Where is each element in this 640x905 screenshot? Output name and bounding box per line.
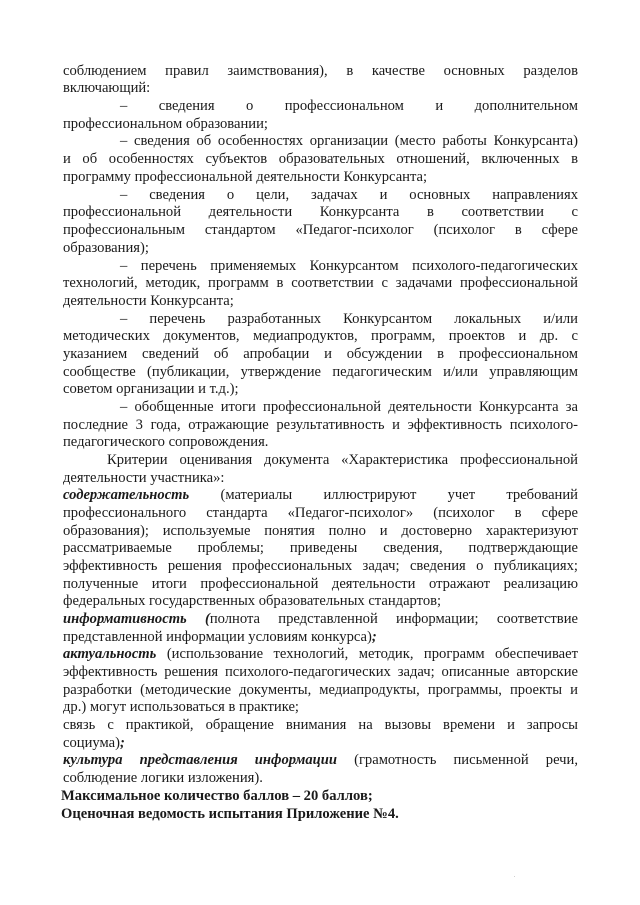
semicolon: ; [371, 629, 377, 645]
text-line: и об особенностях субъектов образовательных отношений, включенных в [63, 151, 578, 167]
text-line: советом организации и т.д.); [63, 381, 239, 397]
text-line: образования); используемые понятия полно и достоверно характеризуют [63, 523, 578, 539]
criterion-presentation [63, 752, 578, 769]
criterion-text: (использование технологий, методик, программ обеспечивает [166, 646, 578, 662]
text-line: связь с практикой, обращение внимания на вызовы времени и запросы [63, 717, 578, 733]
text-line: деятельности участника»: [63, 470, 225, 486]
text-run: представленной информации условиям конкурса) [63, 629, 372, 645]
text-line: эффективность решения профессиональных задач; сведения о публикациях; [63, 558, 578, 574]
text-line: рассматриваемые проблемы; приведены сведения, подтверждающие [63, 540, 578, 556]
list-item: – сведения о профессиональном и дополнительном [120, 98, 578, 114]
list-item: – перечень разработанных Конкурсантом локальных и/или [120, 311, 578, 327]
text-line: технологий, методик, программ в соответствии с задачами профессиональной [63, 275, 578, 291]
semicolon: ; [119, 735, 125, 751]
criterion-term: содержательность [63, 487, 190, 503]
text-line: методических документов, медиапродуктов, программ, проектов и др. с [63, 328, 578, 344]
criterion-paren: ( [204, 611, 210, 627]
list-item: – обобщенные итоги профессиональной деятельности Конкурсанта за [120, 399, 578, 415]
text-line: соблюдением правил заимствования), в качестве основных разделов [63, 63, 578, 79]
criterion-text: (материалы иллюстрируют учет требований [220, 487, 578, 503]
text-line: разработки (методические документы, медиапродукты, программы, проекты и [63, 682, 578, 698]
text-line: профессиональным стандартом «Педагог-психолог (психолог в сфере [63, 222, 578, 238]
criterion-term: культура представления информации [63, 752, 337, 768]
text-line: образования); [63, 240, 149, 256]
text-line: соблюдение логики изложения). [63, 770, 263, 786]
text-line: эффективность решения психолого-педагогических задач; описанные авторские [63, 664, 578, 680]
list-item: – перечень применяемых Конкурсантом психолого-педагогических [120, 258, 578, 274]
criterion-relevance [63, 646, 578, 663]
scan-speck [514, 876, 515, 877]
text-line: профессиональном образовании; [63, 116, 268, 132]
text-line: полученные итоги профессиональной деятельности отражают реализацию [63, 576, 578, 592]
max-score-line: Максимальное количество баллов – 20 баллов; [61, 788, 373, 804]
text-line [63, 629, 578, 646]
text-line: педагогического сопровождения. [63, 434, 269, 450]
criterion-text: (грамотность письменной речи, [354, 752, 578, 768]
text-line: указанием сведений об апробации и обсуждении в профессиональном [63, 346, 578, 362]
list-item: – сведения об особенностях организации (место работы Конкурсанта) [120, 133, 578, 149]
text-run: социума) [63, 735, 120, 751]
criterion-term: актуальность [63, 646, 157, 662]
text-line: федеральных государственных образовательных стандартов; [63, 593, 442, 609]
text-line: сообществе (публикации, утверждение педагогическим и/или управляющим [63, 364, 578, 380]
list-item: – сведения о цели, задачах и основных направлениях [120, 187, 578, 203]
text-line: профессионального стандарта «Педагог-психолог» (психолог в сфере [63, 505, 578, 521]
text-line: др.) могут использоваться в практике; [63, 699, 299, 715]
text-line: программу профессиональной деятельности Конкурсанта; [63, 169, 428, 185]
text-line: включающий: [63, 80, 151, 96]
text-line: последние 3 года, отражающие результативность и эффективность психолого- [63, 417, 578, 433]
criterion-text: полнота представленной информации; соответствие [209, 611, 578, 627]
criterion-informativeness [63, 611, 578, 628]
text-line: профессиональной деятельности Конкурсанта в соответствии с [63, 204, 578, 220]
criterion-content [63, 487, 578, 504]
criterion-term: информативность [63, 611, 187, 627]
assessment-sheet-line: Оценочная ведомость испытания Приложение №4. [61, 806, 399, 822]
criteria-heading: Критерии оценивания документа «Характеристика профессиональной [107, 452, 578, 468]
text-line: деятельности Конкурсанта; [63, 293, 234, 309]
text-line [63, 735, 578, 752]
